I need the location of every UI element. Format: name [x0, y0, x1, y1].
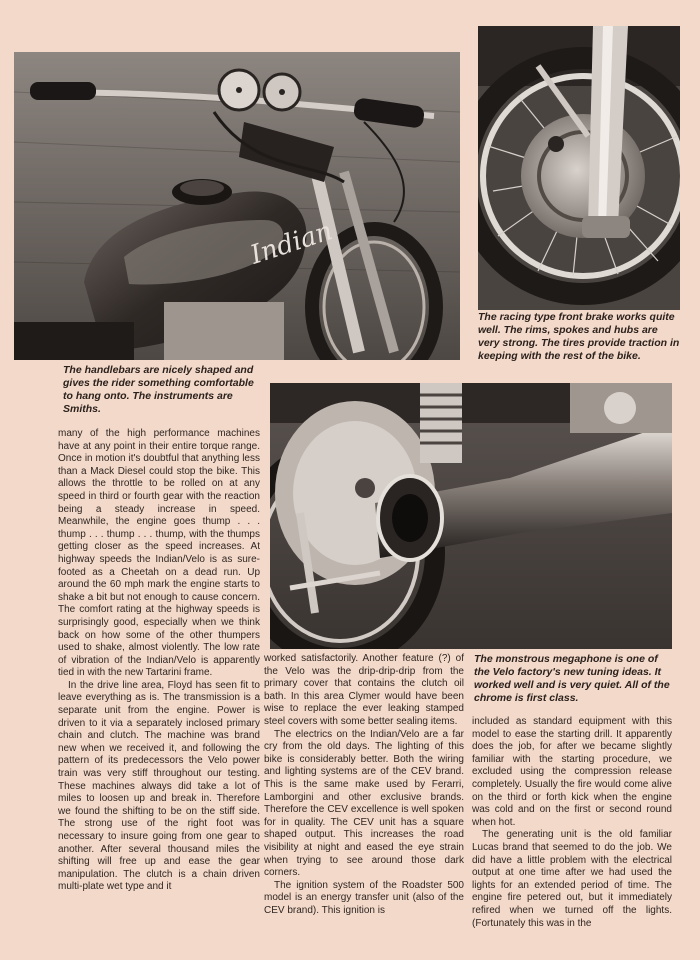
paragraph: many of the high performance machines have at any point in their entire torque range. Once in motion it's doubtful that anything less than a Mack Diesel could stop the bike. This allows the throttle to be rolled on at any speed in third or fourth gear with the reaction being a steady increase in speed. Meanwhile, the engine goes thump . . . thump . . . thump . . . thump, with the thumps getting closer as the speed increases. At highway speeds the Indian/Velo is as sure-footed as a Cheetah on a dead run. Up around the 60 mph mark the engine starts to shake a bit but not enough to cause concern. The comfort rating at the highway speeds is surprisingly good, especially when we think back on how some of the other thumpers used to shake, almost violently. The low rate of vibration of the Indian/Velo is apparently tied in with the new Tartarini frame.	[58, 428, 260, 679]
photo-handlebars-tank	[14, 52, 460, 360]
paragraph: The ignition system of the Roadster 500 model is an energy transfer unit (also of the CEV brand). This ignition is	[264, 879, 464, 916]
photo-front-brake	[478, 26, 680, 310]
paragraph: The electrics on the Indian/Velo are a far cry from the old days. The lighting of this bike is considerably better. Both the wiring and lighting systems are of the CEV brand. This is the same make used by Ferarri, Lamborgini and other exclusive brands. Therefore the CEV excellence is well spoken for in quality. The CEV unit has a square shaped output. This increases the road visibility at night and eased the eye strain when trying to see around those dark corners.	[264, 728, 464, 879]
article-column-3	[472, 716, 672, 930]
caption-megaphone: The monstrous megaphone is one of the Velo factory's new tuning ideas. It worked well and is very quiet. All of the chrome is first class.	[474, 653, 670, 704]
megaphone-photo-art	[270, 383, 672, 649]
paragraph: In the drive line area, Floyd has seen fit to leave everything as is. The transmission is a separate unit from the engine. Power is driven to it via a separately inclosed primary chain and clutch. The machine was brand new when we received it, and following the pattern of its predecessors the Velo power train was very stiff throughout our testing. These machines always did take a lot of miles to loosen up and break in. Therefore we found the shifting to be on the stiff side. The strong use of the right foot was necessary to insure going from one gear to another. After several thousand miles the shifting will free up and ease the gear manipulation. The clutch is a chain driven multi-plate wet type and it	[58, 679, 260, 893]
paragraph: included as standard equipment with this model to ease the starting drill. It apparently does the job, for after we became slightly familiar with the starting procedure, we excluded using the compression release completely. Usually the fire would come alive on the third or forth kick when the engine was cold and on the first or second round when hot.	[472, 716, 672, 828]
front-brake-photo-art	[478, 26, 680, 310]
paragraph: worked satisfactorily. Another feature (?) of the Velo was the drip-drip-drip from the primary cover that contains the clutch oil bath. In this area Clymer would have been wise to replace the ever leaking stamped steel covers with some better sealing items.	[264, 653, 464, 727]
paragraph: The generating unit is the old familiar Lucas brand that seemed to do the job. We did have a little problem with the electrical output at one time after we had used the lights for an extended period of time. The engine fire petered out, but it immediately refired when we turned off the lights. (Fortunately this was in the	[472, 829, 672, 929]
article-column-1	[58, 428, 260, 894]
handlebars-photo-art	[14, 52, 460, 360]
caption-handlebars: The handlebars are nicely shaped and gives the rider something comfortable to hang onto. The instruments are Smiths.	[63, 364, 254, 415]
article-column-2	[264, 653, 464, 917]
tank-script-logo: Indian	[246, 216, 337, 271]
caption-front-brake: The racing type front brake works quite well. The rims, spokes and hubs are very strong. The tires provide traction in keeping with the rest of the bike.	[478, 311, 680, 362]
photo-megaphone-exhaust	[270, 383, 672, 649]
